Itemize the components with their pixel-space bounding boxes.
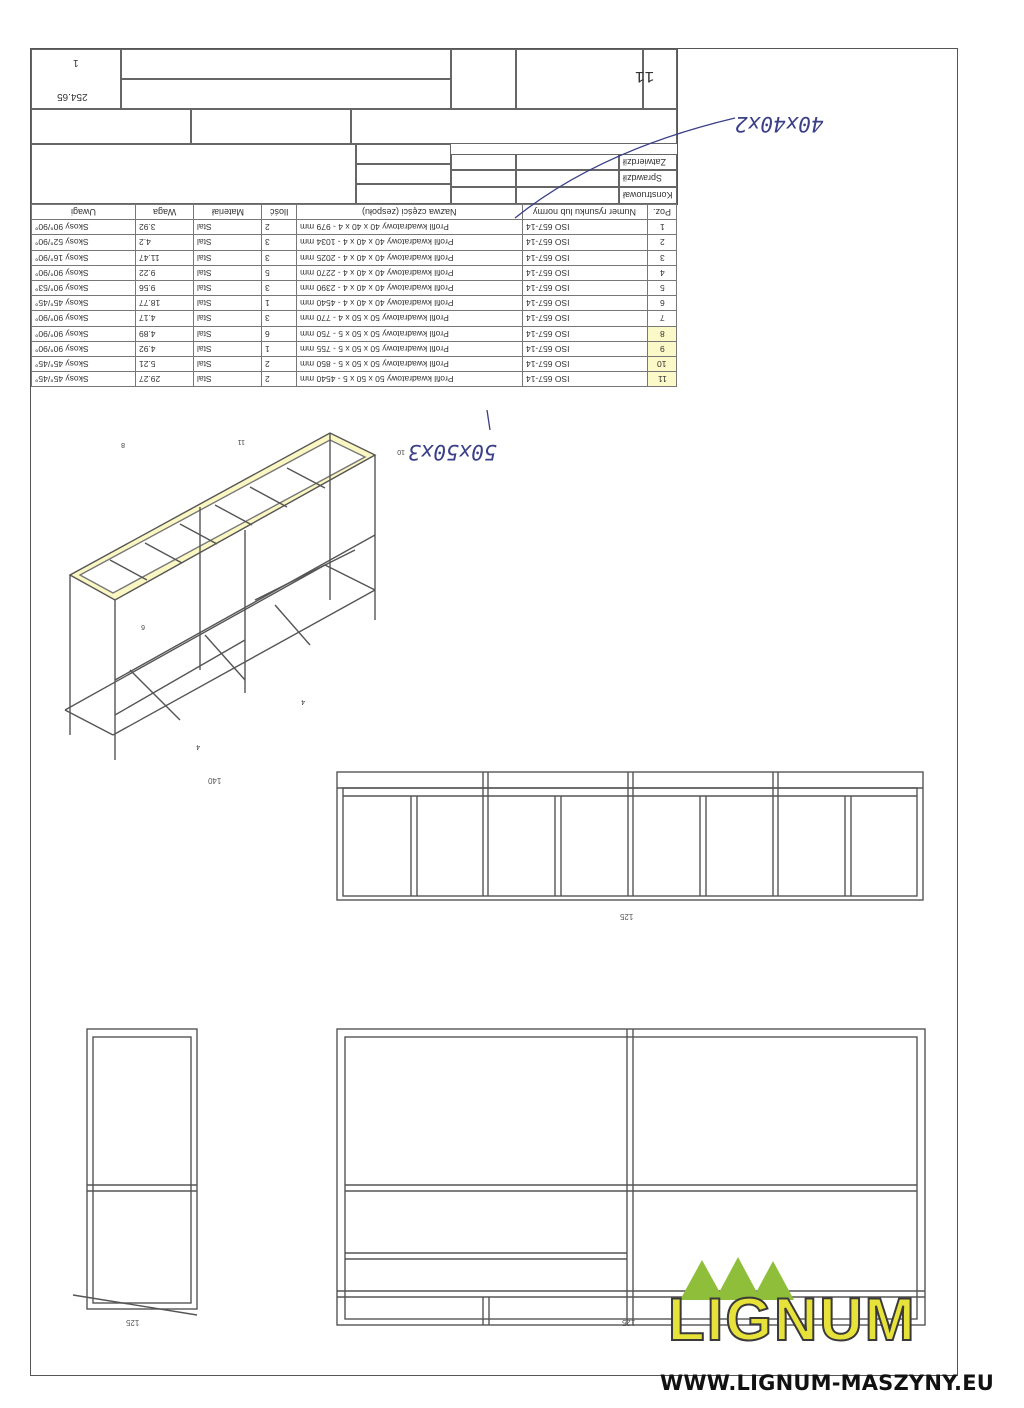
- table-row: [32, 326, 677, 341]
- cell-poz: 7: [659, 313, 665, 324]
- cell-material: Stal: [197, 252, 213, 263]
- cell-poz: 8: [659, 328, 665, 339]
- table-row: [32, 356, 677, 371]
- cell-nazwa: Profil kwadratowy 40 x 40 x 4 - 2025 mm: [300, 252, 454, 263]
- role-approved: Zatwierdził: [623, 157, 667, 167]
- cell-uwagi: Skosy 45°/45°: [35, 358, 89, 369]
- cell-material: Stal: [197, 343, 213, 354]
- cell-ilosc: 2: [264, 374, 270, 385]
- cell-waga: 9.56: [139, 283, 156, 294]
- cell-numer: ISO 657-14: [525, 313, 569, 324]
- cell-poz: 5: [659, 283, 665, 294]
- cell-nazwa: Profil kwadratowy 50 x 50 x 5 - 750 mm: [300, 328, 450, 339]
- cell-nazwa: Profil kwadratowy 40 x 40 x 4 - 2270 mm: [300, 267, 454, 278]
- cell-waga: 4.89: [139, 328, 156, 339]
- cell-ilosc: 1: [264, 343, 270, 354]
- parts-table: [31, 204, 677, 387]
- cell-nazwa: Profil kwadratowy 50 x 50 x 5 - 755 mm: [300, 343, 450, 354]
- cell-poz: 9: [659, 343, 665, 354]
- parts-header-row: [32, 205, 677, 220]
- cell-waga: 4.17: [139, 313, 156, 324]
- cell-waga: 11.47: [139, 252, 160, 263]
- table-row: [32, 296, 677, 311]
- cell-material: Stal: [197, 222, 213, 233]
- top-view: [335, 770, 927, 905]
- cell-uwagi: Skosy 52°/90°: [35, 237, 89, 248]
- view-label-top: 125: [620, 912, 634, 921]
- cell-nazwa: Profil kwadratowy 50 x 50 x 4 - 770 mm: [300, 313, 450, 324]
- cell-poz: 4: [659, 267, 665, 278]
- cell-poz: 3: [659, 252, 665, 263]
- cell-waga: 4.2: [139, 237, 151, 248]
- cell-ilosc: 3: [264, 313, 270, 324]
- view-label-side: 125: [126, 1318, 140, 1327]
- cell-numer: ISO 657-14: [525, 374, 569, 385]
- cell-poz: 6: [659, 298, 665, 309]
- table-row: [32, 311, 677, 326]
- sheet-number: 1: [73, 57, 79, 68]
- cell-numer: ISO 657-14: [525, 298, 569, 309]
- cell-numer: ISO 657-14: [525, 267, 569, 278]
- cell-waga: 4.92: [139, 343, 156, 354]
- cell-waga: 9.22: [139, 267, 156, 278]
- table-row: [32, 265, 677, 280]
- cell-ilosc: 6: [264, 328, 270, 339]
- handwritten-note-40x40x2: 40x40x2: [735, 112, 824, 136]
- cell-material: Stal: [197, 358, 213, 369]
- table-row: [32, 235, 677, 250]
- header-poz: Poz.: [653, 207, 672, 218]
- cell-uwagi: Skosy 90°/90°: [35, 267, 89, 278]
- cell-uwagi: Skosy 90°/90°: [35, 328, 89, 339]
- balloon-10: 10: [397, 448, 405, 455]
- cell-ilosc: 3: [264, 237, 270, 248]
- cell-waga: 29.27: [139, 374, 161, 385]
- cell-uwagi: Skosy 90°/53°: [35, 283, 89, 294]
- header-numer: Numer rysunku lub normy: [533, 207, 637, 218]
- cell-uwagi: Skosy 45°/45°: [35, 374, 89, 385]
- table-row: [32, 250, 677, 265]
- cell-ilosc: 3: [264, 283, 270, 294]
- cell-numer: ISO 657-14: [525, 283, 569, 294]
- cell-numer: ISO 657-14: [525, 328, 569, 339]
- role-designed: Konstruował: [623, 190, 673, 200]
- cell-nazwa: Profil kwadratowy 40 x 40 x 4 - 4540 mm: [300, 298, 454, 309]
- header-waga: Waga: [153, 207, 177, 218]
- cell-poz: 11: [657, 374, 667, 385]
- cell-ilosc: 2: [264, 358, 270, 369]
- header-nazwa: Nazwa części (zespołu): [362, 207, 457, 218]
- cell-nazwa: Profil kwadratowy 40 x 40 x 4 - 2390 mm: [300, 283, 454, 294]
- side-view: [65, 1025, 205, 1315]
- table-row: [32, 341, 677, 356]
- cell-numer: ISO 657-14: [525, 252, 569, 263]
- balloon-4a: 4: [301, 698, 305, 705]
- handwritten-note-50x50x3: 50x50x3: [408, 440, 497, 464]
- cell-poz: 2: [659, 237, 665, 248]
- cell-nazwa: Profil kwadratowy 50 x 50 x 5 - 4540 mm: [300, 374, 454, 385]
- cell-ilosc: 3: [264, 252, 270, 263]
- cell-ilosc: 2: [264, 222, 270, 233]
- cell-numer: ISO 657-14: [525, 343, 569, 354]
- cell-material: Stal: [197, 328, 213, 339]
- cell-numer: ISO 657-14: [525, 358, 569, 369]
- brand-logo: LIGNUM: [668, 1286, 917, 1353]
- table-row: [32, 220, 677, 235]
- table-row: [32, 280, 677, 295]
- cell-numer: ISO 657-14: [525, 222, 569, 233]
- header-material: Materiał: [211, 207, 244, 218]
- cell-uwagi: Skosy 45°/45°: [35, 298, 89, 309]
- title-block: [31, 49, 678, 205]
- cell-ilosc: 1: [264, 298, 270, 309]
- cell-waga: 3.92: [139, 222, 156, 233]
- cell-nazwa: Profil kwadratowy 40 x 40 x 4 - 979 mm: [300, 222, 450, 233]
- table-row: [32, 372, 677, 387]
- brand-url[interactable]: WWW.LIGNUM-MASZYNY.EU: [660, 1371, 995, 1395]
- view-label-front: 125: [622, 1318, 636, 1327]
- front-view: [335, 1025, 930, 1330]
- header-uwagi: Uwagi: [71, 207, 97, 218]
- cell-nazwa: Profil kwadratowy 50 x 50 x 5 - 850 mm: [300, 358, 450, 369]
- top-frame-inner: [80, 440, 365, 593]
- balloon-6: 6: [141, 623, 145, 630]
- isometric-view: [55, 425, 405, 770]
- cell-material: Stal: [197, 267, 213, 278]
- cell-waga: 18.77: [139, 298, 161, 309]
- cell-uwagi: Skosy 90°/90°: [35, 222, 89, 233]
- view-label-iso: 140: [208, 776, 222, 785]
- balloon-4b: 4: [196, 743, 200, 750]
- cell-uwagi: Skosy 16°/90°: [35, 252, 89, 263]
- role-checked: Sprawdził: [623, 173, 663, 183]
- balloon-8: 8: [121, 441, 125, 448]
- cell-material: Stal: [197, 374, 213, 385]
- header-ilosc: Ilość: [269, 207, 289, 218]
- cell-waga: 5.21: [139, 358, 156, 369]
- balloon-11: 11: [237, 438, 245, 445]
- cell-uwagi: Skosy 90°/90°: [35, 313, 89, 324]
- cell-uwagi: Skosy 90°/90°: [35, 343, 89, 354]
- cell-poz: 10: [657, 358, 667, 369]
- cell-ilosc: 5: [264, 267, 270, 278]
- drawing-number: 254.65: [57, 91, 88, 102]
- revision-number: 11: [635, 67, 655, 85]
- cell-material: Stal: [197, 313, 213, 324]
- cell-poz: 1: [659, 222, 665, 233]
- cell-numer: ISO 657-14: [525, 237, 569, 248]
- cell-material: Stal: [197, 298, 213, 309]
- cell-nazwa: Profil kwadratowy 40 x 40 x 4 - 1034 mm: [300, 237, 454, 248]
- cell-material: Stal: [197, 283, 213, 294]
- cell-material: Stal: [197, 237, 213, 248]
